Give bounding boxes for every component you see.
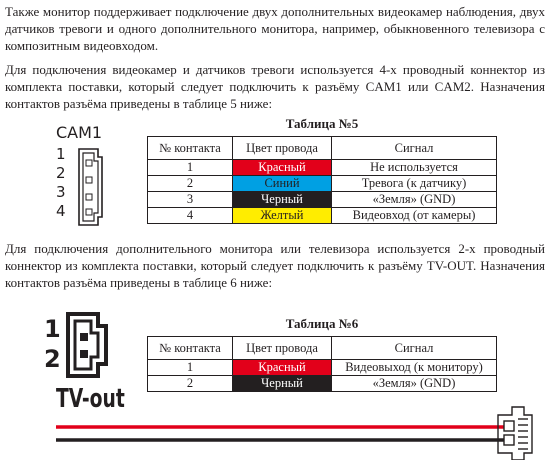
signal-cell: Тревога (к датчику) [332, 176, 497, 192]
wire-color-cell: Желтый [233, 208, 332, 224]
intro-paragraph: Также монитор поддерживает подключение двух дополнительных видеокамер наблюдения, двух датчиков тревоги и одного дополнительного монитора, например, обыкновенного телевизора с композитным видеовходом. [5, 4, 545, 53]
table6 [147, 336, 497, 392]
pin-cell: 3 [148, 192, 233, 208]
pin-cell: 2 [148, 176, 233, 192]
signal-cell: Не используется [332, 160, 497, 176]
tv-out-connector-icon [66, 312, 108, 378]
table-row [148, 160, 497, 176]
table-row [148, 208, 497, 224]
wire-color-cell: Синий [233, 176, 332, 192]
cam-pin-number: 4 [56, 202, 66, 220]
wire-color-cell: Черный [233, 192, 332, 208]
table-header: Цвет провода [233, 137, 332, 160]
wire-color-cell: Красный [233, 360, 332, 376]
table-header: № контакта [148, 337, 233, 360]
cam1-connector-label: CAM1 [56, 123, 103, 142]
signal-cell: Видеовыход (к монитору) [332, 360, 497, 376]
signal-cell: «Земля» (GND) [332, 192, 497, 208]
table-header: Сигнал [332, 137, 497, 160]
tv-pin-number: 2 [44, 345, 61, 373]
cable-plug-icon [498, 407, 532, 460]
signal-cell: «Земля» (GND) [332, 376, 497, 392]
wire-color-cell: Красный [233, 160, 332, 176]
pin-cell: 1 [148, 160, 233, 176]
tv-pin-number: 1 [44, 315, 61, 343]
cam-pin-number: 1 [56, 145, 66, 163]
cam1-connector-icon [76, 147, 104, 231]
pin-cell: 2 [148, 376, 233, 392]
signal-cell: Видеовход (от камеры) [332, 208, 497, 224]
table-row [148, 360, 497, 376]
table-header: № контакта [148, 137, 233, 160]
table-row [148, 176, 497, 192]
table6-caption: Таблица №6 [285, 316, 359, 331]
tv-connection-paragraph: Для подключения дополнительного монитора или телевизора используется 2-х проводный коннектор из комплекта поставки, который следует подключить к разъёму TV-OUT. Назначения контактов разъёма приведены в таблице 6 ниже: [5, 241, 545, 290]
tv-out-connector-label: TV-out [56, 384, 125, 414]
cam-connection-paragraph: Для подключения видеокамер и датчиков тревоги используется 4-х проводный коннектор из комплекта поставки, который следует подключить к разъёму CAM1 или CAM2. Назначения контактов разъёма приведены в таблице 5 ниже: [5, 62, 545, 111]
pin-cell: 1 [148, 360, 233, 376]
table-header: Цвет провода [233, 337, 332, 360]
table5 [147, 136, 497, 224]
pin-cell: 4 [148, 208, 233, 224]
wire-color-cell: Черный [233, 376, 332, 392]
two-wire-cable-illustration [0, 405, 554, 460]
cam-pin-number: 2 [56, 164, 66, 182]
table-row [148, 192, 497, 208]
table-row [148, 376, 497, 392]
cam-pin-number: 3 [56, 183, 66, 201]
table5-caption: Таблица №5 [285, 116, 359, 131]
table-header: Сигнал [332, 337, 497, 360]
